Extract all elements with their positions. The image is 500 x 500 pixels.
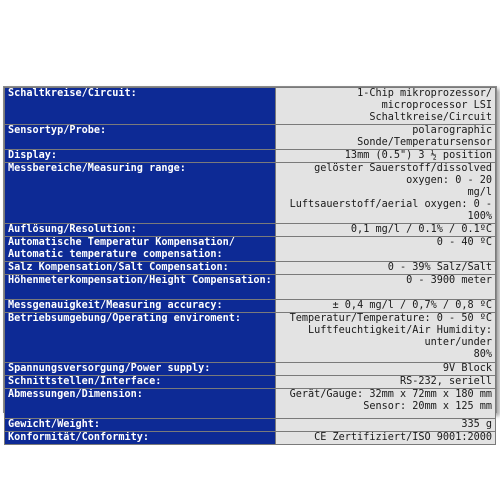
spec-value (276, 163, 496, 224)
spec-value (276, 419, 496, 432)
spec-row (5, 150, 496, 163)
spec-label: Schnittstellen/Interface: (5, 376, 276, 389)
spec-row (5, 237, 496, 262)
spec-label: Auflösung/Resolution: (5, 224, 276, 237)
spec-value-line: 0 - 3900 meter (406, 275, 492, 286)
spec-value (276, 389, 496, 419)
spec-value-line: 0 - 39% Salz/Salt (387, 262, 492, 273)
spec-label: Automatische Temperatur Kompensation/ Automatic temperature compensation: (5, 237, 276, 262)
spec-value-line: Schaltkreise/Circuit (369, 112, 492, 123)
spec-value-line: CE Zertifiziert/ISO 9001:2000 (314, 432, 492, 443)
spec-label: Salz Kompensation/Salt Compensation: (5, 262, 276, 275)
spec-row (5, 376, 496, 389)
spec-label: Display: (5, 150, 276, 163)
spec-table (4, 87, 496, 445)
spec-value-line: ± 0,4 mg/l / 0,7% / 0,8 ºC (332, 300, 492, 311)
spec-value-line: gelöster Sauerstoff/dissolved oxygen: 0 - 20 (314, 163, 492, 186)
spec-label: Konformität/Conformity: (5, 432, 276, 445)
spec-value (276, 363, 496, 376)
spec-value-line: Gerät/Gauge: 32mm x 72mm x 180 mm (289, 389, 492, 400)
spec-value-line: 80% (473, 349, 492, 360)
spec-value-line: 13mm (0.5") 3 ½ position (344, 150, 492, 161)
spec-value (276, 275, 496, 300)
spec-value-line: 9V Block (442, 363, 492, 374)
spec-value-line: Luftfeuchtigkeit/Air Humidity: unter/under (307, 325, 492, 348)
spec-value-line: 1-Chip mikroprozessor/ microprocessor LSI (357, 88, 492, 111)
spec-value-line: 0 - 40 ºC (436, 237, 492, 248)
spec-value (276, 150, 496, 163)
spec-value (276, 224, 496, 237)
spec-label: Schaltkreise/Circuit: (5, 88, 276, 125)
spec-row (5, 389, 496, 419)
spec-sheet (3, 86, 497, 443)
spec-table-body (5, 88, 496, 445)
spec-label: Sensortyp/Probe: (5, 125, 276, 150)
spec-value-line: 335 g (461, 419, 492, 430)
spec-row (5, 363, 496, 376)
spec-value (276, 432, 496, 445)
spec-label: Höhenmeterkompensation/Height Compensation: (5, 275, 276, 300)
spec-row (5, 300, 496, 313)
spec-row (5, 125, 496, 150)
spec-value-line: Sensor: 20mm x 125 mm (363, 401, 492, 412)
spec-row (5, 262, 496, 275)
spec-value-line: mg/l (467, 187, 492, 198)
spec-value (276, 237, 496, 262)
spec-row (5, 275, 496, 300)
spec-label: Spannungsversorgung/Power supply: (5, 363, 276, 376)
spec-value-line: 0,1 mg/l / 0.1% / 0.1ºC (350, 224, 492, 235)
spec-value-line: RS-232, seriell (399, 376, 492, 387)
spec-label: Abmessungen/Dimension: (5, 389, 276, 419)
spec-value (276, 313, 496, 363)
spec-row (5, 313, 496, 363)
spec-value-line: polarographic Sonde/Temperatursensor (357, 125, 492, 148)
spec-label: Messgenauigkeit/Measuring accuracy: (5, 300, 276, 313)
spec-value (276, 262, 496, 275)
spec-row (5, 224, 496, 237)
spec-label: Gewicht/Weight: (5, 419, 276, 432)
spec-value (276, 125, 496, 150)
spec-row (5, 88, 496, 125)
spec-label: Betriebsumgebung/Operating enviroment: (5, 313, 276, 363)
spec-value-line: Temperatur/Temperature: 0 - 50 ºC (289, 313, 492, 324)
spec-row (5, 163, 496, 224)
spec-value-line: Luftsauerstoff/aerial oxygen: 0 - 100% (289, 199, 492, 222)
spec-label: Messbereiche/Measuring range: (5, 163, 276, 224)
spec-row (5, 419, 496, 432)
spec-value (276, 300, 496, 313)
spec-row (5, 432, 496, 445)
spec-value (276, 376, 496, 389)
spec-value (276, 88, 496, 125)
